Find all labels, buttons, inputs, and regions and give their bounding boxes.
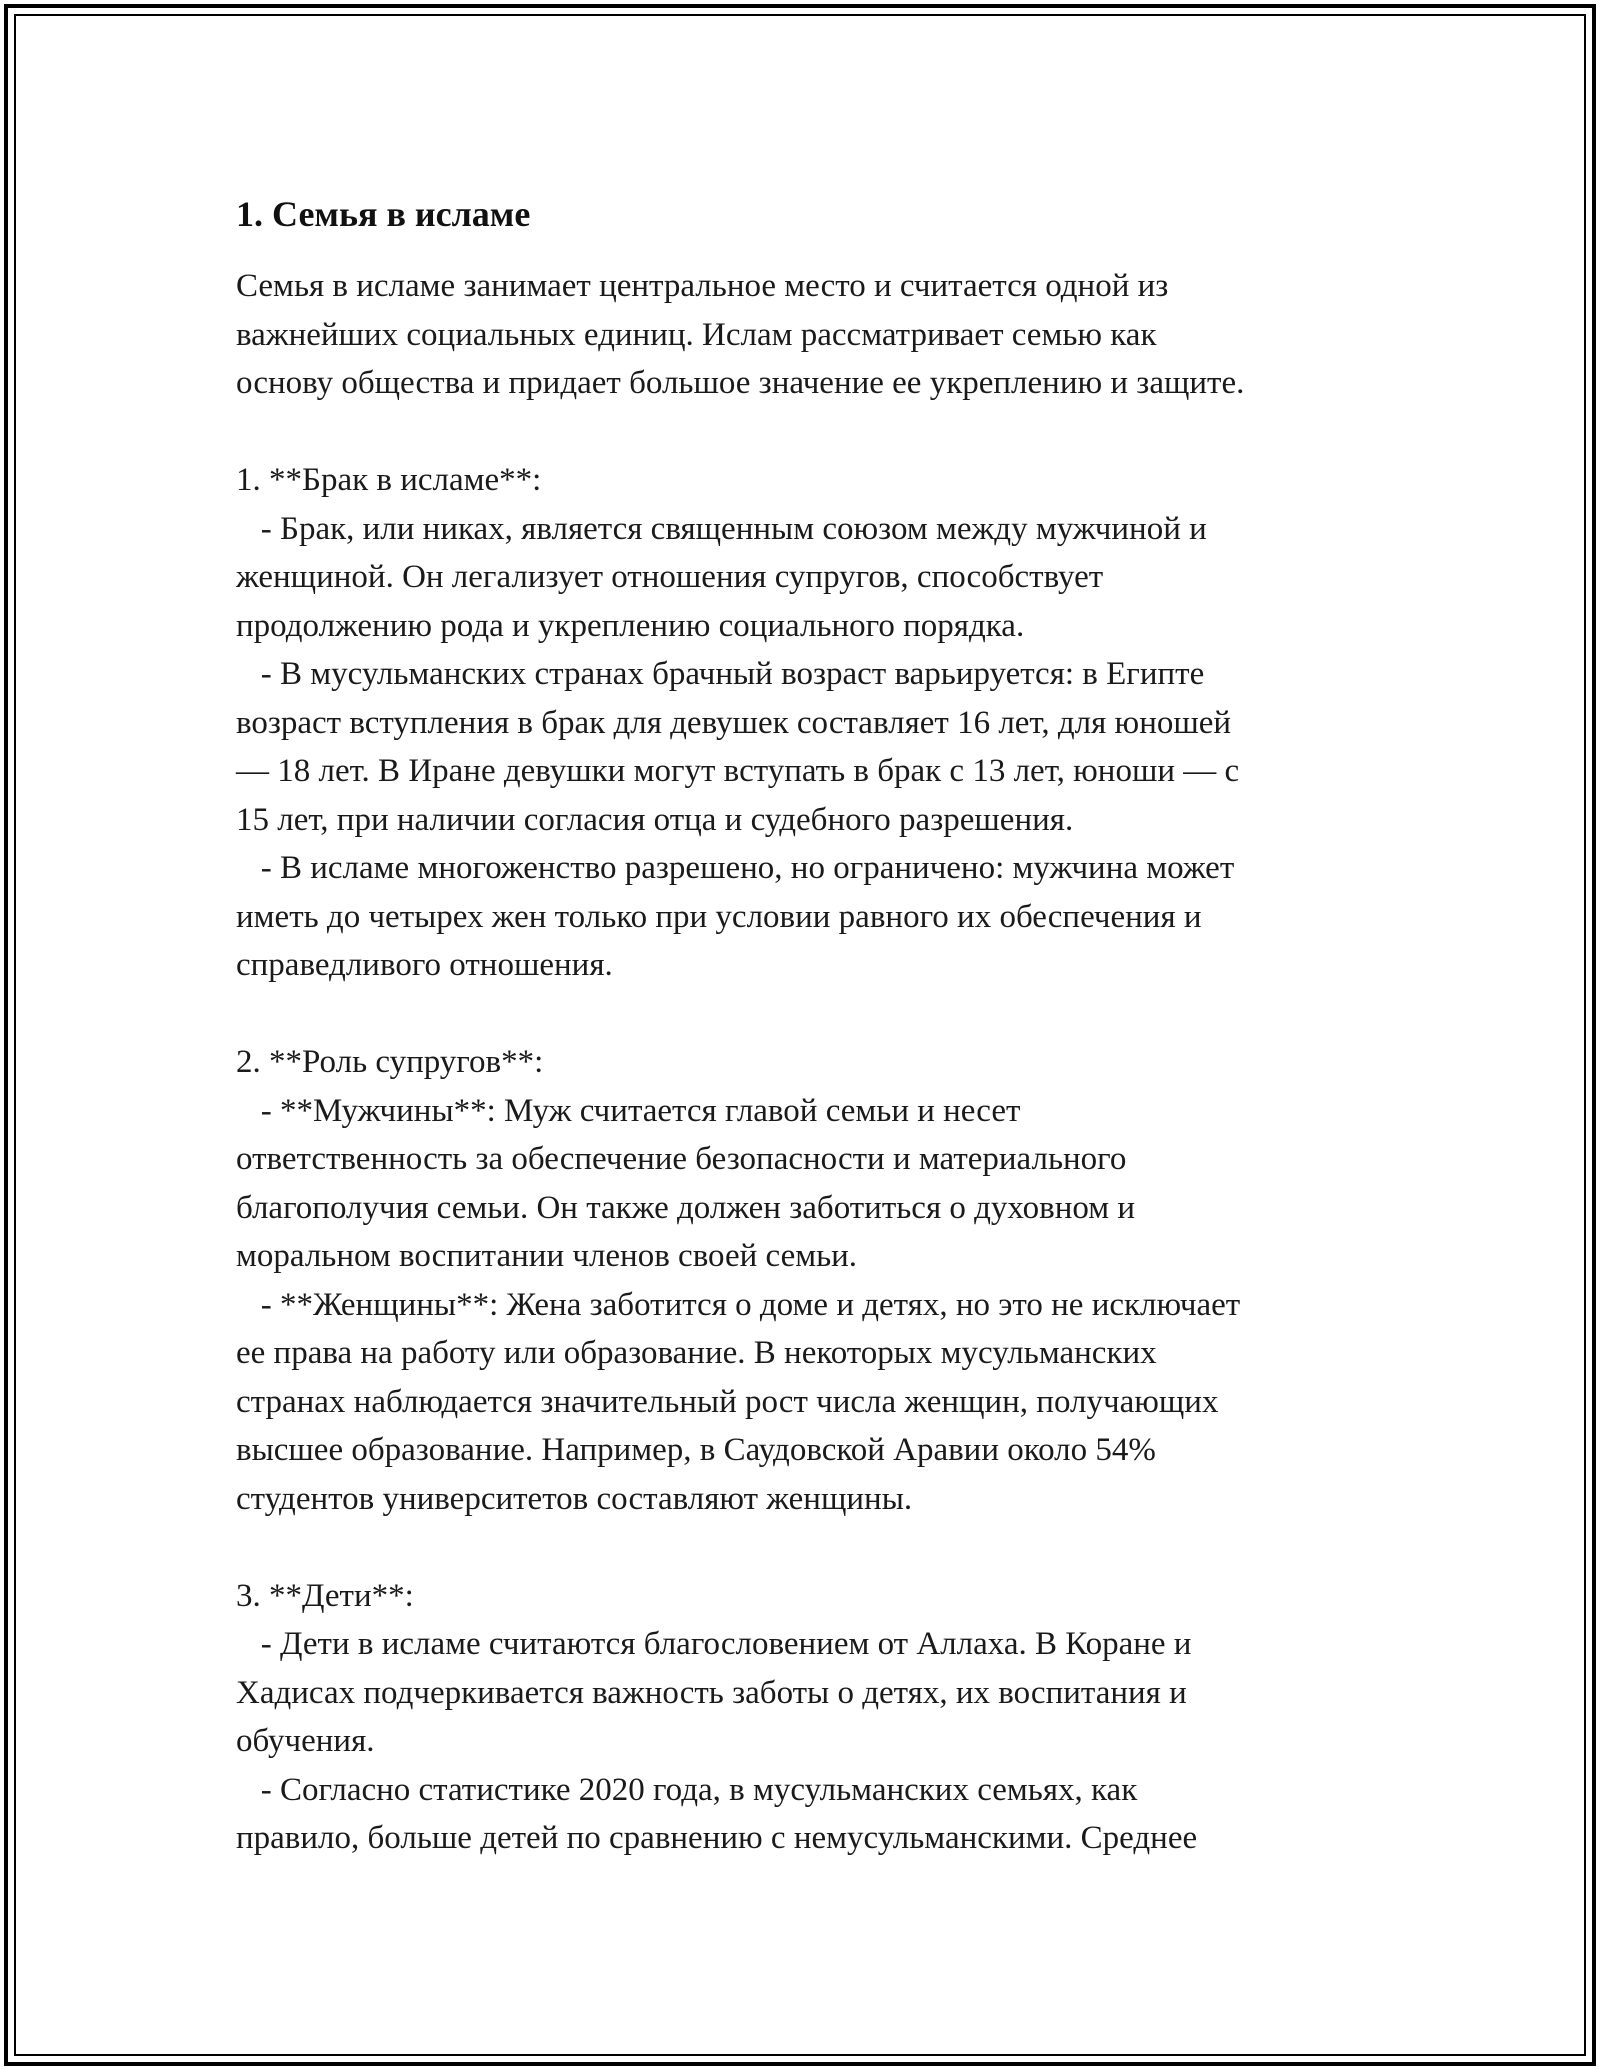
text-line: - Брак, или никах, является священным союзом между мужчиной и — [236, 510, 1207, 547]
text-line: - **Мужчины**: Муж считается главой семьи и несет — [236, 1092, 1021, 1129]
text-line: - **Женщины**: Жена заботится о доме и детях, но это не исключает — [236, 1286, 1241, 1323]
text-line: Хадисах подчеркивается важность заботы о детях, их воспитания и — [236, 1674, 1187, 1711]
list-heading: 3. **Дети**: — [236, 1577, 414, 1614]
text-line: — 18 лет. В Иране девушки могут вступать в брак с 13 лет, юноши — с — [236, 753, 1240, 789]
text-line: обучения. — [236, 1723, 375, 1759]
text-line: основу общества и придает большое значение ее укреплению и защите. — [236, 365, 1245, 401]
text-line: - В мусульманских странах брачный возраст варьируется: в Египте — [236, 656, 1205, 692]
text-line: ответственность за обеспечение безопасности и материального — [236, 1141, 1127, 1177]
intro-paragraph — [236, 262, 1366, 408]
text-line: высшее образование. Например, в Саудовской Аравии около 54% — [236, 1432, 1156, 1468]
text-line: важнейших социальных единиц. Ислам рассматривает семью как — [236, 316, 1157, 353]
text-line: правило, больше детей по сравнению с немусульманскими. Среднее — [236, 1820, 1198, 1856]
text-line: возраст вступления в брак для девушек составляет 16 лет, для юношей — [236, 704, 1232, 741]
text-line: - В исламе многоженство разрешено, но ограничено: мужчина может — [236, 850, 1235, 886]
text-line: моральном воспитании членов своей семьи. — [236, 1238, 858, 1274]
text-line: Семья в исламе занимает центральное место и считается одной из — [236, 268, 1169, 304]
text-line: студентов университетов составляют женщины. — [236, 1480, 913, 1517]
document-page — [236, 186, 1366, 1863]
text-line: женщиной. Он легализует отношения супругов, способствует — [236, 559, 1104, 595]
text-line: - Согласно статистике 2020 года, в мусульманских семьях, как — [236, 1771, 1138, 1808]
list-heading: 2. **Роль супругов**: — [236, 1044, 544, 1080]
text-line: справедливого отношения. — [236, 947, 613, 983]
text-line: странах наблюдается значительный рост числа женщин, получающих — [236, 1383, 1219, 1420]
text-line: ее права на работу или образование. В некоторых мусульманских — [236, 1335, 1157, 1371]
text-line: иметь до четырех жен только при условии равного их обеспечения и — [236, 898, 1202, 935]
section-heading: 1. Семья в исламе — [236, 194, 531, 234]
text-line: благополучия семьи. Он также должен заботиться о духовном и — [236, 1189, 1136, 1226]
text-line: - Дети в исламе считаются благословением от Аллаха. В Коране и — [236, 1626, 1192, 1662]
section-spouses — [236, 1038, 1366, 1523]
text-line: 15 лет, при наличии согласия отца и судебного разрешения. — [236, 801, 1074, 838]
section-children — [236, 1572, 1366, 1863]
list-heading: 1. **Брак в исламе**: — [236, 462, 542, 498]
text-line: продолжению рода и укреплению социального порядка. — [236, 607, 1025, 644]
section-marriage — [236, 456, 1366, 990]
